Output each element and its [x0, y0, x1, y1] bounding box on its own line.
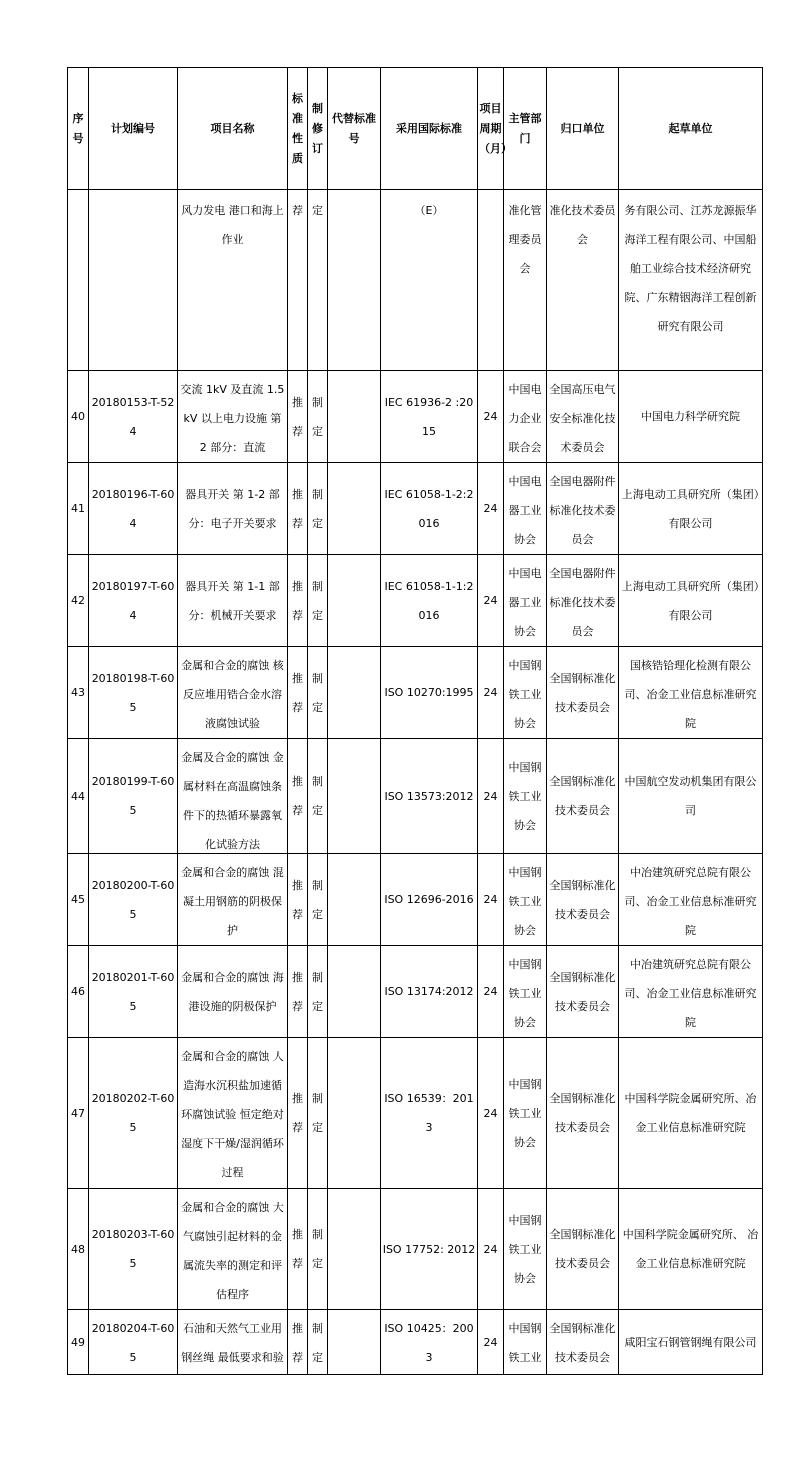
nature-text: 推荐 [292, 775, 303, 817]
header-standard-nature: 标准性质 [288, 68, 308, 190]
department-text: 中国钢铁工业协会 [508, 1213, 542, 1285]
nature-text: 推荐 [292, 579, 303, 622]
project-name-cell [178, 1310, 288, 1375]
committee-cell [547, 1038, 619, 1189]
table-row [68, 1189, 763, 1310]
committee-cell [547, 854, 619, 946]
plan-number-cell [89, 371, 178, 463]
project-name-text: 金属和合金的腐蚀 核反应堆用锆合金水溶液腐蚀试验 [181, 658, 284, 730]
committee-cell [547, 463, 619, 555]
department-cell [504, 854, 547, 946]
nature-cell [288, 190, 308, 371]
project-name-cell [178, 647, 288, 739]
project-name-cell [178, 555, 288, 647]
department-text: 中国钢铁工业 [508, 1321, 542, 1364]
plan-number-cell [89, 1310, 178, 1375]
revision-text: 制定 [312, 487, 323, 530]
department-text: 中国钢铁工业协会 [508, 658, 542, 730]
plan-number-cell [89, 555, 178, 647]
drafter-text: 中国科学院金属研究所、 冶金工业信息标准研究院 [622, 1228, 759, 1270]
plan-number-cell [89, 1038, 178, 1189]
project-name-cell [178, 946, 288, 1038]
nature-cell [288, 854, 308, 946]
department-text: 准化管理委员会 [508, 204, 542, 275]
drafter-cell [619, 555, 763, 647]
period-cell [478, 190, 504, 371]
drafter-cell [619, 854, 763, 946]
nature-text: 推荐 [292, 1228, 303, 1270]
project-name-cell [178, 1189, 288, 1310]
drafter-text: 咸阳宝石钢管钢绳有限公司 [624, 1335, 757, 1349]
header-project-period: 项目周期（月） [478, 68, 504, 190]
plan-number-cell [89, 647, 178, 739]
replaced-standard-cell [328, 1189, 381, 1310]
nature-cell [288, 1038, 308, 1189]
international-standard-cell [381, 463, 478, 555]
header-project-name: 项目名称 [178, 68, 288, 190]
international-standard-cell [381, 1038, 478, 1189]
committee-text: 全国高压电气安全标准化技术委员会 [549, 382, 616, 454]
department-cell [504, 1189, 547, 1310]
table-row [68, 854, 763, 946]
period-text: 24 [483, 686, 498, 699]
drafter-cell [619, 647, 763, 739]
international-standard-text: （E） [414, 204, 444, 217]
department-cell [504, 1038, 547, 1189]
replaced-standard-cell [328, 371, 381, 463]
drafter-cell [619, 371, 763, 463]
serial-text: 45 [71, 893, 85, 906]
table-body [68, 190, 763, 1375]
nature-text: 推荐 [292, 395, 303, 438]
department-cell [504, 190, 547, 371]
department-text: 中国电力企业联合会 [508, 382, 542, 454]
drafter-text: 中国电力科学研究院 [641, 410, 740, 423]
department-cell [504, 555, 547, 647]
period-text: 24 [483, 1335, 498, 1349]
committee-cell [547, 946, 619, 1038]
revision-text: 制定 [312, 1321, 323, 1364]
table-row [68, 946, 763, 1038]
committee-text: 准化技术委员会 [549, 204, 616, 246]
serial-text: 49 [71, 1335, 85, 1349]
project-name-text: 金属和合金的腐蚀 人造海水沉积盐加速循环腐蚀试验 恒定绝对湿度下干燥/湿润循环过程 [181, 1049, 284, 1179]
plan-number-cell [89, 463, 178, 555]
international-standard-text: IEC 61936-2 :2015 [384, 395, 474, 438]
serial-cell [68, 1038, 89, 1189]
header-row [68, 68, 763, 190]
revision-text: 定 [312, 204, 323, 217]
nature-text: 推荐 [292, 1321, 303, 1364]
replaced-standard-cell [328, 946, 381, 1038]
serial-cell [68, 1310, 89, 1375]
international-standard-text: IEC 61058-1-2:2016 [384, 487, 474, 530]
project-name-text: 风力发电 港口和海上作业 [181, 204, 284, 246]
replaced-standard-cell [328, 1038, 381, 1189]
plan-number-text: 20180153-T-524 [91, 395, 175, 438]
standards-plan-table [67, 67, 763, 1375]
serial-cell [68, 946, 89, 1038]
nature-cell [288, 463, 308, 555]
drafter-text: 务有限公司、江苏龙源振华海洋工程有限公司、中国船舶工业综合技术经济研究院、广东精铟海洋工程创新研究有限公司 [624, 204, 757, 333]
international-standard-cell [381, 739, 478, 854]
plan-number-text: 20180198-T-605 [91, 671, 175, 714]
period-text: 24 [483, 789, 498, 803]
header-revision-type: 制修订 [308, 68, 328, 190]
table-row [68, 739, 763, 854]
drafter-cell [619, 1310, 763, 1375]
replaced-standard-cell [328, 190, 381, 371]
serial-text: 43 [71, 686, 85, 699]
plan-number-text: 20180200-T-605 [91, 878, 175, 921]
revision-cell [308, 555, 328, 647]
nature-cell [288, 555, 308, 647]
nature-cell [288, 647, 308, 739]
project-name-text: 金属和合金的腐蚀 海港设施的阴极保护 [181, 970, 284, 1013]
table-row [68, 1038, 763, 1189]
department-text: 中国钢铁工业协会 [508, 760, 542, 832]
revision-cell [308, 1038, 328, 1189]
table-row [68, 1310, 763, 1375]
serial-cell [68, 1189, 89, 1310]
international-standard-text: ISO 13573:2012 [384, 789, 474, 803]
serial-text: 47 [71, 1106, 85, 1120]
header-plan-number: 计划编号 [89, 68, 178, 190]
department-cell [504, 946, 547, 1038]
period-cell [478, 371, 504, 463]
international-standard-text: ISO 10270:1995 [384, 686, 474, 699]
nature-cell [288, 371, 308, 463]
project-name-cell [178, 463, 288, 555]
committee-text: 全国钢标准化技术委员会 [549, 775, 616, 817]
project-name-cell [178, 190, 288, 371]
department-text: 中国钢铁工业协会 [508, 865, 542, 937]
international-standard-text: ISO 13174:2012 [384, 985, 474, 998]
nature-cell [288, 1310, 308, 1375]
project-name-text: 交流 1kV 及直流 1.5kV 以上电力设施 第 2 部分：直流 [180, 382, 285, 454]
plan-number-cell [89, 190, 178, 371]
period-cell [478, 739, 504, 854]
international-standard-cell [381, 854, 478, 946]
serial-text: 44 [71, 789, 85, 803]
table-row [68, 190, 763, 371]
project-name-text: 金属和合金的腐蚀 大气腐蚀引起材料的金属流失率的测定和评估程序 [181, 1200, 284, 1301]
revision-text: 制定 [312, 395, 323, 438]
replaced-standard-cell [328, 647, 381, 739]
replaced-standard-cell [328, 854, 381, 946]
international-standard-text: ISO 16539：2013 [384, 1092, 474, 1134]
plan-number-text: 20180203-T-605 [91, 1228, 175, 1270]
project-name-cell [178, 739, 288, 854]
project-name-cell [178, 371, 288, 463]
nature-cell [288, 739, 308, 854]
revision-cell [308, 190, 328, 371]
period-cell [478, 463, 504, 555]
revision-cell [308, 463, 328, 555]
revision-text: 制定 [312, 579, 323, 622]
nature-cell [288, 946, 308, 1038]
serial-text: 40 [71, 410, 85, 423]
serial-cell [68, 555, 89, 647]
period-text: 24 [483, 1106, 498, 1120]
international-standard-cell [381, 946, 478, 1038]
committee-text: 全国钢标准化技术委员会 [549, 671, 616, 714]
period-cell [478, 647, 504, 739]
serial-cell [68, 854, 89, 946]
international-standard-text: ISO 12696-2016 [384, 893, 474, 906]
period-cell [478, 555, 504, 647]
department-cell [504, 463, 547, 555]
plan-number-cell [89, 946, 178, 1038]
revision-text: 制定 [312, 1228, 323, 1270]
nature-cell [288, 1189, 308, 1310]
revision-cell [308, 946, 328, 1038]
revision-cell [308, 1189, 328, 1310]
header-replaced-standard: 代替标准号 [328, 68, 381, 190]
replaced-standard-cell [328, 555, 381, 647]
revision-text: 制定 [312, 671, 323, 714]
project-name-text: 金属及合金的腐蚀 金属材料在高温腐蚀条件下的热循环暴露氧化试验方法 [181, 750, 284, 851]
serial-text: 48 [71, 1242, 85, 1256]
header-serial: 序号 [68, 68, 89, 190]
international-standard-cell [381, 371, 478, 463]
committee-text: 全国电器附件标准化技术委员会 [549, 566, 616, 638]
replaced-standard-cell [328, 1310, 381, 1375]
committee-cell [547, 739, 619, 854]
committee-cell [547, 1310, 619, 1375]
department-cell [504, 739, 547, 854]
project-name-text: 器具开关 第 1-2 部分：电子开关要求 [185, 487, 280, 530]
project-name-text: 器具开关 第 1-1 部分：机械开关要求 [185, 579, 280, 622]
plan-number-text: 20180197-T-604 [91, 579, 175, 622]
international-standard-cell [381, 1189, 478, 1310]
department-text: 中国钢铁工业协会 [508, 1077, 542, 1149]
drafter-text: 中国航空发动机集团有限公司 [624, 775, 757, 817]
committee-text: 全国钢标准化技术委员会 [549, 878, 616, 921]
drafter-cell [619, 463, 763, 555]
international-standard-text: IEC 61058-1-1:2016 [384, 579, 474, 622]
revision-cell [308, 854, 328, 946]
serial-text: 46 [71, 985, 85, 998]
period-text: 24 [483, 502, 498, 515]
committee-text: 全国钢标准化技术委员会 [549, 1228, 616, 1270]
revision-text: 制定 [312, 1092, 323, 1134]
nature-text: 荐 [292, 204, 303, 217]
revision-cell [308, 1310, 328, 1375]
plan-number-cell [89, 1189, 178, 1310]
drafter-cell [619, 1038, 763, 1189]
replaced-standard-cell [328, 463, 381, 555]
department-text: 中国钢铁工业协会 [508, 957, 542, 1029]
international-standard-cell [381, 190, 478, 371]
header-technical-committee: 归口单位 [547, 68, 619, 190]
period-cell [478, 946, 504, 1038]
plan-number-text: 20180199-T-605 [91, 775, 175, 817]
international-standard-cell [381, 647, 478, 739]
department-text: 中国电器工业协会 [508, 474, 542, 546]
period-text: 24 [483, 594, 498, 607]
department-cell [504, 647, 547, 739]
revision-text: 制定 [312, 970, 323, 1013]
international-standard-cell [381, 555, 478, 647]
period-cell [478, 1189, 504, 1310]
plan-number-text: 20180201-T-605 [91, 970, 175, 1013]
period-cell [478, 854, 504, 946]
drafter-cell [619, 1189, 763, 1310]
drafter-text: 中冶建筑研究总院有限公司、冶金工业信息标准研究院 [624, 865, 757, 937]
drafter-text: 中国科学院金属研究所、冶金工业信息标准研究院 [624, 1092, 757, 1134]
international-standard-cell [381, 1310, 478, 1375]
committee-text: 全国钢标准化技术委员会 [549, 1092, 616, 1134]
drafter-text: 上海电动工具研究所（集团）有限公司 [621, 487, 760, 530]
department-cell [504, 1310, 547, 1375]
plan-number-cell [89, 739, 178, 854]
nature-text: 推荐 [292, 671, 303, 714]
table-row [68, 371, 763, 463]
plan-number-text: 20180196-T-604 [91, 487, 175, 530]
committee-cell [547, 371, 619, 463]
period-cell [478, 1038, 504, 1189]
drafter-text: 上海电动工具研究所（集团）有限公司 [621, 579, 760, 622]
period-text: 24 [483, 410, 498, 423]
drafter-cell [619, 946, 763, 1038]
plan-number-text: 20180202-T-605 [91, 1092, 175, 1134]
header-competent-department: 主管部门 [504, 68, 547, 190]
header-international-standard: 采用国际标准 [381, 68, 478, 190]
committee-cell [547, 647, 619, 739]
revision-cell [308, 371, 328, 463]
serial-text: 42 [71, 594, 85, 607]
department-cell [504, 371, 547, 463]
table-row [68, 463, 763, 555]
nature-text: 推荐 [292, 970, 303, 1013]
project-name-text: 石油和天然气工业用钢丝绳 最低要求和验 [181, 1321, 284, 1364]
drafter-cell [619, 739, 763, 854]
project-name-text: 金属和合金的腐蚀 混凝土用钢筋的阴极保护 [181, 865, 284, 937]
project-name-cell [178, 1038, 288, 1189]
drafter-text: 国核锆铪理化检测有限公司、冶金工业信息标准研究院 [624, 658, 757, 730]
period-text: 24 [483, 1242, 498, 1256]
period-text: 24 [483, 893, 498, 906]
nature-text: 推荐 [292, 1092, 303, 1134]
table-row [68, 555, 763, 647]
committee-text: 全国钢标准化技术委员会 [549, 1321, 616, 1364]
international-standard-text: ISO 10425：2003 [384, 1321, 474, 1364]
committee-cell [547, 1189, 619, 1310]
revision-cell [308, 647, 328, 739]
plan-number-cell [89, 854, 178, 946]
serial-cell [68, 371, 89, 463]
drafter-cell [619, 190, 763, 371]
period-cell [478, 1310, 504, 1375]
serial-cell [68, 739, 89, 854]
replaced-standard-cell [328, 739, 381, 854]
table-row [68, 647, 763, 739]
revision-cell [308, 739, 328, 854]
serial-text: 41 [71, 502, 85, 515]
revision-text: 制定 [312, 878, 323, 921]
serial-cell [68, 463, 89, 555]
nature-text: 推荐 [292, 487, 303, 530]
committee-text: 全国钢标准化技术委员会 [549, 970, 616, 1013]
serial-cell [68, 647, 89, 739]
drafter-text: 中冶建筑研究总院有限公司、冶金工业信息标准研究院 [624, 957, 757, 1029]
period-text: 24 [483, 985, 498, 998]
revision-text: 制定 [312, 775, 323, 817]
committee-text: 全国电器附件标准化技术委员会 [549, 474, 616, 546]
header-drafting-unit: 起草单位 [619, 68, 763, 190]
project-name-cell [178, 854, 288, 946]
committee-cell [547, 190, 619, 371]
plan-number-text: 20180204-T-605 [91, 1321, 175, 1364]
nature-text: 推荐 [292, 878, 303, 921]
committee-cell [547, 555, 619, 647]
department-text: 中国电器工业协会 [508, 566, 542, 638]
serial-cell [68, 190, 89, 371]
international-standard-text: ISO 17752: 2012 [382, 1242, 476, 1256]
